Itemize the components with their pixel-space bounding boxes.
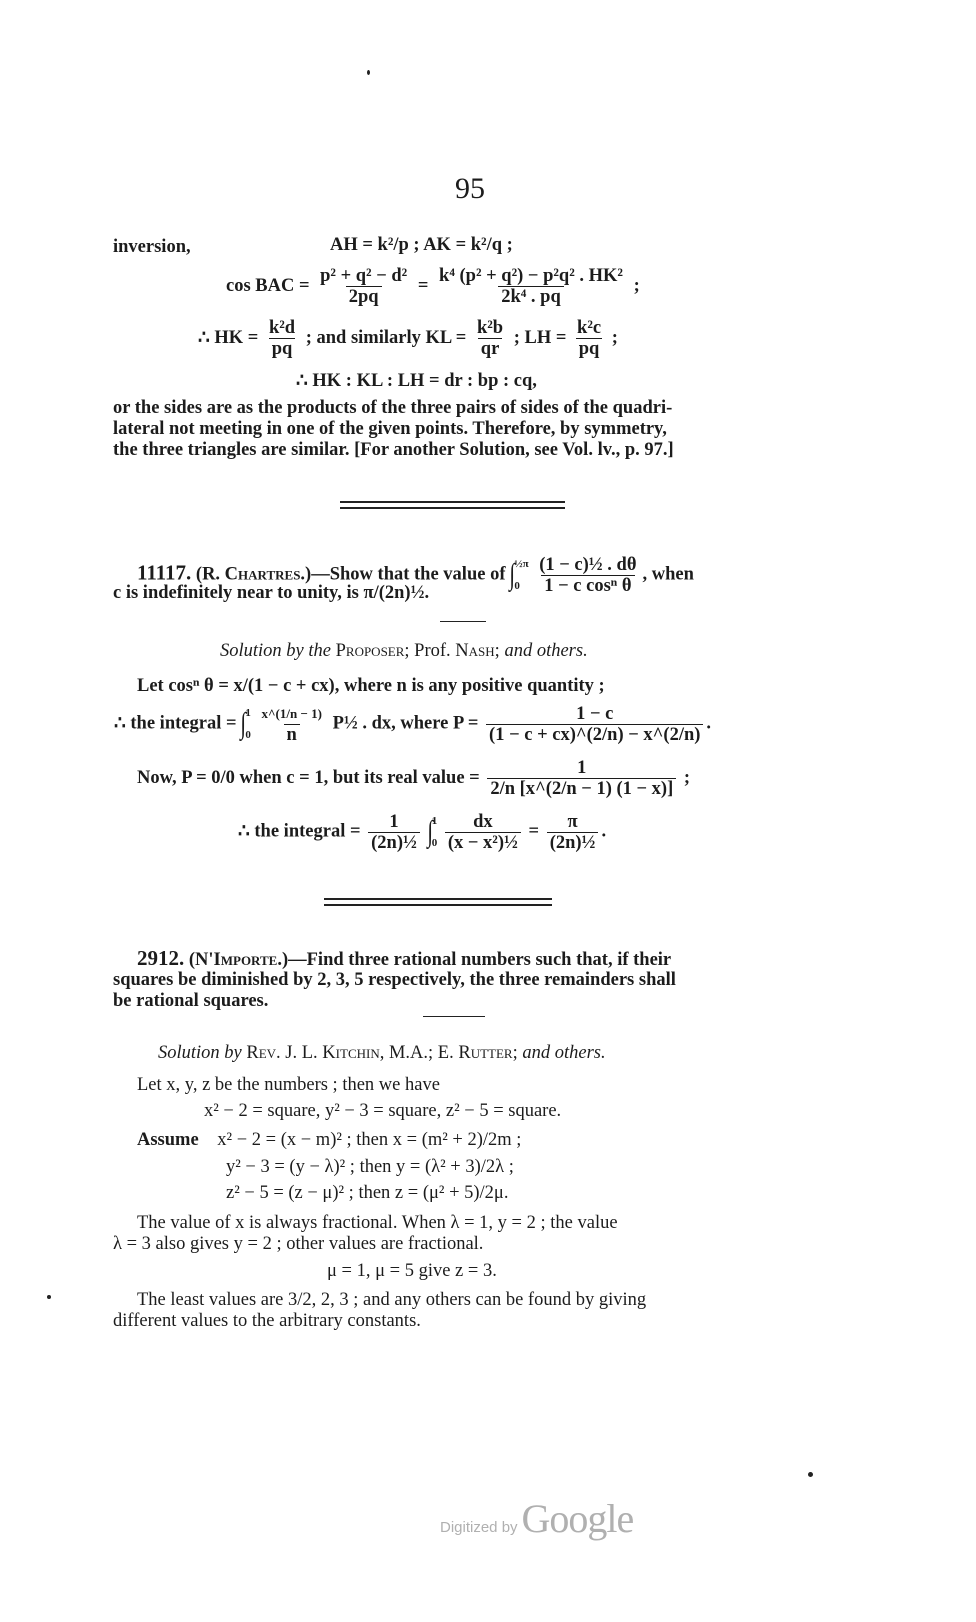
equation-cos-bac: cos BAC = $\frac{\text{p² + q² − d²}}{2pq}$ = $\frac{\text{k⁴ (p² + q²) − p²q² . HK²}}{\text{2k⁴ . pq}}$ ; [226,266,640,307]
problem-author: (N'Importe.) [188,950,289,970]
text-line: squares be diminished by 2, 3, 5 respectively, the three remainders shall [113,970,676,990]
text-line: Let x, y, z be the numbers ; then we have [137,1075,440,1095]
text-line: The value of x is always fractional. When λ = 1, y = 2 ; the value [137,1213,618,1233]
page-number: 95 [455,172,485,205]
problem-11117-statement: 11117. (R. Chartres.)—Show that the value of ∫ ½π 0 $\frac{\text{(1 − c)½ . dθ}}{\text{1 − c cosⁿ θ}}$ , when [137,554,694,596]
text-line: be rational squares. [113,991,269,1011]
problem-11117-line2: c is indefinitely near to unity, is π/(2n)½. [113,583,430,603]
integral-sign-icon: ∫ [509,558,516,591]
problem-number: 2912. [137,946,185,970]
scan-speck [367,70,370,75]
digitized-label: Digitized by [440,1519,518,1536]
solution-2912-header: Solution by Rev. J. L. Kitchin, M.A.; E. Rutter; and others. [158,1043,606,1063]
fraction: $\frac{\text{k⁴ (p² + q²) − p²q² . HK²}}{\text{2k⁴ . pq}}$ [439,266,623,307]
text-line: the three triangles are similar. [For another Solution, see Vol. lv., p. 97.] [113,440,674,460]
fraction: $\frac{\pi}{\text{(2n)½}}$ [547,812,599,853]
problem-2912-statement: 2912. (N'Importe.)—Find three rational numbers such that, if their [137,946,672,970]
divider-short [423,1016,485,1017]
fraction: $\frac{1}{2/n [x\^{}(2/n - 1) (1 - x)]}$ [487,758,676,799]
solution-11117-header: Solution by the Proposer; Prof. Nash; and others. [220,641,588,661]
equation-line: μ = 1, μ = 5 give z = 3. [327,1261,497,1281]
text-line: λ = 3 also gives y = 2 ; other values are fractional. [113,1234,484,1254]
equation-ratio: ∴ HK : KL : LH = dr : bp : cq, [296,371,537,391]
equation-line: x² − 2 = square, y² − 3 = square, z² − 5 = square. [204,1101,562,1121]
fraction: $\frac{1 - c}{(1 - c + cx)\^{}(2/n) - x\^{}(2/n)}$ [486,704,703,745]
inversion-label: inversion, [113,237,191,257]
text-line: different values to the arbitrary constants. [113,1311,421,1331]
equation-hk-kl-lh: ∴ HK = $\frac{\text{k²d}}{pq}$ ; and similarly KL = $\frac{\text{k²b}}{qr}$ ; LH = $\frac{\text{k²c}}{pq}$ ; [198,318,618,359]
scan-speck [808,1472,813,1477]
scan-speck [47,1295,51,1299]
integral-sign-icon: ∫ [240,707,247,740]
fraction: $\frac{\text{(1 − c)½ . dθ}}{\text{1 − c cosⁿ θ}}$ [539,554,637,596]
fraction: $\frac{\text{k²c}}{pq}$ [577,318,602,359]
solution-11117-now: Now, P = 0/0 when c = 1, but its real value = $\frac{1}{2/n [x\^{}(2/n - 1) (1 - x)]}$ ; [137,758,691,799]
text-line: lateral not meeting in one of the given points. Therefore, by symmetry, [113,419,667,439]
fraction: $\frac{1}{\text{(2n)½}}$ [368,812,420,853]
divider-short [440,621,486,622]
divider-double [324,904,552,906]
google-watermark [440,1495,633,1542]
fraction: $\frac{dx}{\text{(x − x²)½}}$ [445,812,521,853]
solution-11117-integral: ∴ the integral = ∫ 1 0 $\frac{x\^{}(1/n - 1)}{n}$ P½ . dx, where P = $\frac{1 - c}{(1 - c + cx)\^{}(2/n) - x\^{}(2/n)}$ . [114,703,712,745]
divider-double [340,507,565,509]
text-line: The least values are 3/2, 2, 3 ; and any others can be found by giving [137,1290,647,1310]
text-line: or the sides are as the products of the three pairs of sides of the quadri- [113,398,673,418]
fraction: $\frac{\text{p² + q² − d²}}{2pq}$ [320,266,408,307]
equation-line: z² − 5 = (z − μ)² ; then z = (μ² + 5)/2μ. [226,1183,509,1203]
solution-11117-result: ∴ the integral = $\frac{1}{\text{(2n)½}}$ ∫ 1 0 $\frac{dx}{\text{(x − x²)½}}$ = $\frac{\pi}{\text{(2n)½}}$ . [238,811,607,853]
problem-number: 11117. [137,560,192,585]
equation-ah-ak: AH = k²/p ; AK = k²/q ; [330,235,513,255]
equation-line: y² − 3 = (y − λ)² ; then y = (λ² + 3)/2λ ; [226,1157,514,1177]
integral-sign-icon: ∫ [426,815,433,848]
divider-double [340,501,565,503]
problem-author: (R. Chartres.) [195,564,312,585]
solution-11117-let: Let cosⁿ θ = x/(1 − c + cx), where n is any positive quantity ; [137,676,605,696]
fraction: $\frac{\text{k²b}}{qr}$ [476,318,504,359]
google-logo: Google [521,1496,634,1541]
equation-line: Assume x² − 2 = (x − m)² ; then x = (m² + 2)/2m ; [137,1130,522,1150]
fraction: $\frac{\text{k²d}}{pq}$ [268,318,296,359]
divider-double [324,898,552,900]
fraction: $\frac{x\^{}(1/n - 1)}{n}$ [261,705,322,745]
